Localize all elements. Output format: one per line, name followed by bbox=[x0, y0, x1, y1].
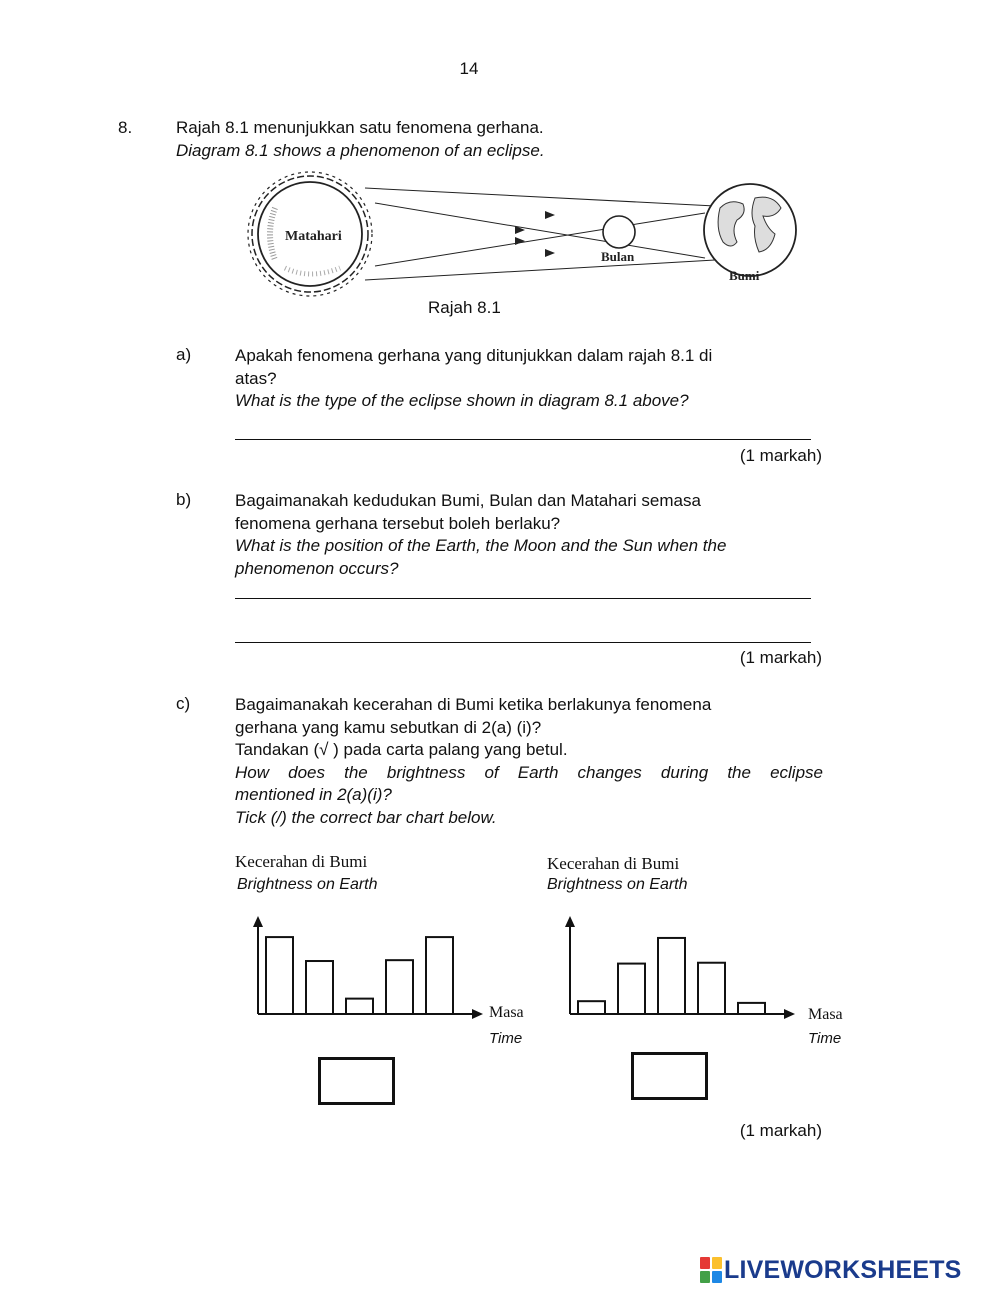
chart1-xlabel-en: Time bbox=[489, 1030, 523, 1047]
moon-illustration bbox=[603, 216, 635, 248]
chart1-xlabel: Masa bbox=[489, 1004, 524, 1021]
part-a-line2: atas? bbox=[235, 368, 277, 388]
chart2-bar-2 bbox=[618, 964, 645, 1014]
chart1-bar-5 bbox=[426, 937, 453, 1014]
sun-label: Matahari bbox=[285, 229, 342, 244]
chart1-x-axis-arrow bbox=[472, 1009, 483, 1019]
chart1-plot bbox=[244, 910, 494, 1022]
chart2-plot bbox=[556, 910, 806, 1022]
part-b-answer-line-1[interactable] bbox=[235, 598, 811, 599]
chart1-bar-4 bbox=[386, 960, 413, 1014]
chart2-bar-5 bbox=[738, 1003, 765, 1014]
chart2-bar-4 bbox=[698, 963, 725, 1014]
part-a-line1: Apakah fenomena gerhana yang ditunjukkan dalam rajah 8.1 di bbox=[235, 346, 713, 365]
chart1-tick-box[interactable] bbox=[318, 1057, 395, 1105]
chart1-bar-3 bbox=[346, 999, 373, 1014]
chart1-subtitle: Brightness on Earth bbox=[237, 876, 378, 893]
logo-text: LIVEWORKSHEETS bbox=[724, 1255, 962, 1284]
chart2-xlabel: Masa bbox=[808, 1006, 843, 1023]
part-b-marks: (1 markah) bbox=[739, 648, 822, 667]
part-c-line3: Tandakan (√ ) pada carta palang yang betul. bbox=[235, 740, 568, 759]
chart2-tick-box[interactable] bbox=[631, 1052, 708, 1100]
chart2-xlabel-en: Time bbox=[808, 1030, 842, 1047]
liveworksheets-logo bbox=[700, 1255, 962, 1285]
eclipse-diagram bbox=[215, 168, 815, 300]
part-a-question bbox=[235, 345, 823, 413]
part-a-answer-line[interactable] bbox=[235, 439, 811, 440]
part-c-line1: Bagaimanakah kecerahan di Bumi ketika berlakunya fenomena bbox=[235, 695, 712, 714]
part-a-marks: (1 markah) bbox=[739, 446, 822, 465]
page-number: 14 bbox=[459, 59, 479, 78]
chart1-y-axis-arrow bbox=[253, 916, 263, 927]
part-c-line2: gerhana yang kamu sebutkan di 2(a) (i)? bbox=[235, 717, 542, 737]
chart2-bar-1 bbox=[578, 1001, 605, 1014]
chart1-title: Kecerahan di Bumi bbox=[235, 852, 368, 871]
chart2-y-axis-arrow bbox=[565, 916, 575, 927]
earth-label: Bumi bbox=[729, 268, 760, 283]
part-b-question bbox=[235, 490, 823, 580]
question-number: 8. bbox=[118, 118, 133, 137]
chart1-bar-2 bbox=[306, 961, 333, 1014]
logo-blocks-icon bbox=[700, 1257, 724, 1283]
part-c-marks: (1 markah) bbox=[739, 1121, 822, 1140]
question-text-ms: Rajah 8.1 menunjukkan satu fenomena gerhana. bbox=[176, 118, 544, 137]
part-b-line1: Bagaimanakah kedudukan Bumi, Bulan dan Matahari semasa bbox=[235, 491, 701, 510]
part-a-line-en: What is the type of the eclipse shown in diagram 8.1 above? bbox=[235, 391, 689, 410]
earth-illustration bbox=[704, 184, 796, 276]
part-b-line-en2: phenomenon occurs? bbox=[235, 558, 399, 578]
chart1-bar-1 bbox=[266, 937, 293, 1014]
part-c-label: c) bbox=[176, 694, 191, 713]
chart2-bar-3 bbox=[658, 938, 685, 1014]
question-text-en: Diagram 8.1 shows a phenomenon of an eclipse. bbox=[176, 141, 545, 160]
part-c-line-en3: Tick (/) the correct bar chart below. bbox=[235, 807, 497, 827]
ray-arrows bbox=[515, 211, 555, 257]
chart2-x-axis-arrow bbox=[784, 1009, 795, 1019]
moon-label: Bulan bbox=[601, 249, 635, 264]
part-c-line-en1: How does the brightness of Earth changes during the eclipse bbox=[235, 762, 823, 782]
part-c-question bbox=[235, 694, 823, 829]
part-c-line-en2: mentioned in 2(a)(i)? bbox=[235, 785, 392, 804]
part-a-label: a) bbox=[176, 345, 192, 364]
part-b-answer-line-2[interactable] bbox=[235, 642, 811, 643]
chart2-title: Kecerahan di Bumi bbox=[547, 854, 680, 873]
part-b-label: b) bbox=[176, 490, 192, 509]
part-b-line2: fenomena gerhana tersebut boleh berlaku? bbox=[235, 513, 561, 533]
chart2-subtitle: Brightness on Earth bbox=[547, 876, 688, 893]
part-b-line-en1: What is the position of the Earth, the Moon and the Sun when the bbox=[235, 536, 727, 555]
diagram-caption: Rajah 8.1 bbox=[428, 298, 501, 317]
light-rays bbox=[365, 188, 715, 280]
